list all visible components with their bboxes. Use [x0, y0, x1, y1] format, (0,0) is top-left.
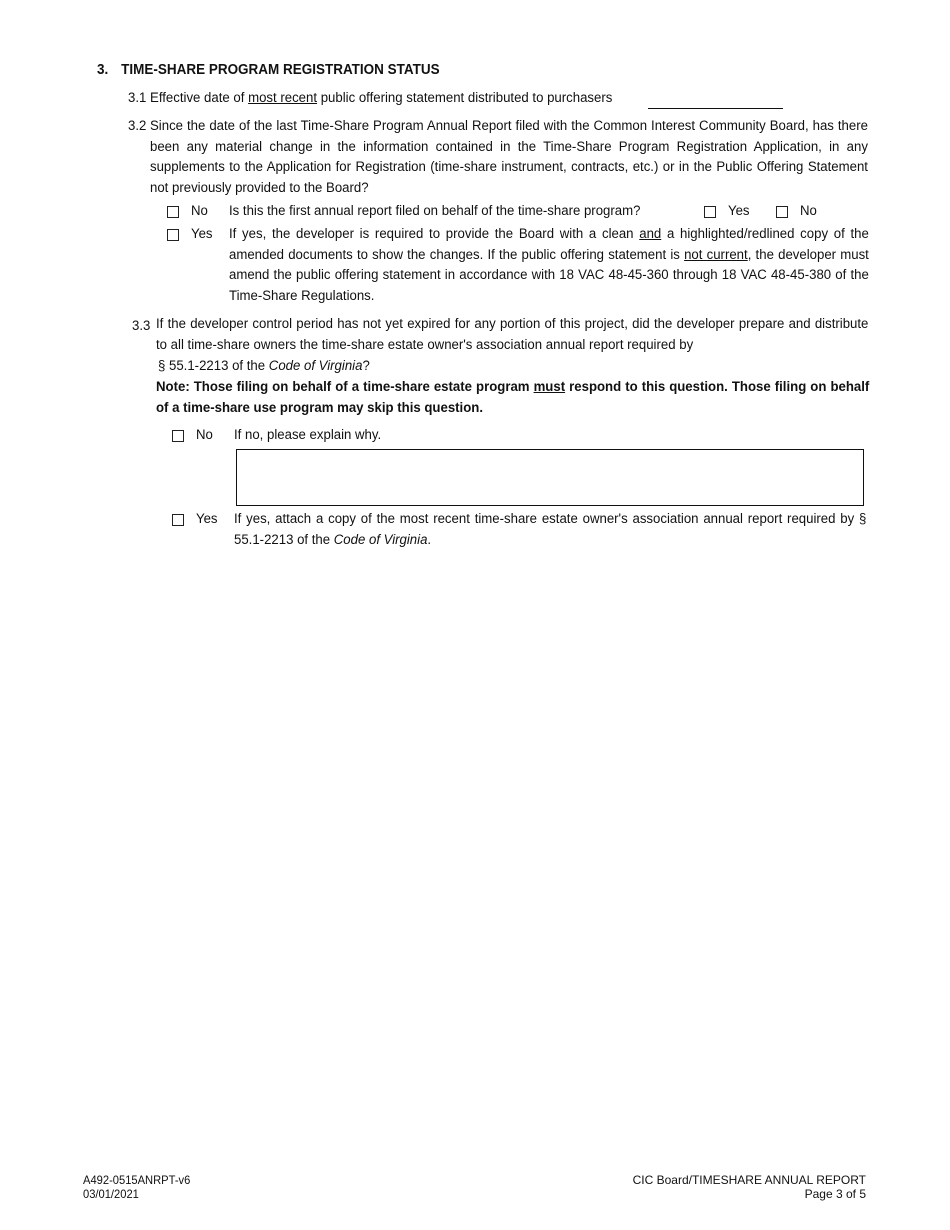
question-3-3-number: 3.3: [132, 318, 151, 334]
question-3-3-text: If the developer control period has not yet expired for any portion of this project, did the developer prepare and distribute to all time-share owners the time-share estate owner's association annual report required by: [156, 316, 869, 353]
q32-yes-label: Yes: [191, 226, 213, 242]
page-number: Page 3 of 5: [804, 1187, 866, 1201]
footer-left: [83, 1173, 190, 1201]
report-title: CIC Board/TIMESHARE ANNUAL REPORT: [632, 1173, 866, 1187]
first-report-yes-checkbox[interactable]: [704, 206, 716, 218]
form-date: 03/01/2021: [83, 1187, 139, 1201]
first-report-yes-label: Yes: [728, 203, 750, 219]
q33-no-label: No: [196, 427, 213, 443]
question-3-3-note: Note: Those filing on behalf of a time-share estate program must respond to this question. Those filing on behalf of a time-share use program may skip this question.: [156, 379, 870, 416]
explanation-textbox[interactable]: [236, 449, 864, 506]
question-3-1: [128, 88, 612, 109]
question-3-2-text: Since the date of the last Time-Share Program Annual Report filed with the Common Interest Community Board, has there been any material change in the information contained in the Time-Share Program Registration Application, in any supplements to the Application for Registration (time-share instrument, contracts, etc.) or in the Public Offering Statement not previously provided to the Board?: [150, 118, 868, 196]
question-3-1-text: Effective date of most recent public offering statement distributed to purchasers: [150, 90, 613, 106]
q32-no-checkbox[interactable]: [167, 206, 179, 218]
footer-right: [633, 1173, 866, 1201]
question-3-1-number: 3.1: [128, 90, 147, 106]
form-id: A492-0515ANRPT-v6: [83, 1173, 191, 1187]
q33-yes-label: Yes: [196, 511, 218, 527]
first-report-no-checkbox[interactable]: [776, 206, 788, 218]
q32-yes-checkbox[interactable]: [167, 229, 179, 241]
effective-date-field[interactable]: [648, 108, 783, 109]
section-number: 3.: [97, 62, 109, 78]
q32-no-label: No: [191, 203, 208, 219]
q33-yes-checkbox[interactable]: [172, 514, 184, 526]
q32-yes-instructions: If yes, the developer is required to provide the Board with a clean and a highlighted/redlined copy of the amended documents to show the changes. If the public offering statement is not current, the developer must amend the public offering statement in accordance with 18 VAC 48-45-360 through 18 VAC 48-45-380 of the Time-Share Regulations.: [229, 226, 869, 304]
first-report-no-label: No: [800, 203, 817, 219]
q33-yes-instructions: If yes, attach a copy of the most recent time-share estate owner's association annual report required by § 55.1-2213 of the Code of Virginia.: [234, 511, 867, 548]
q32-first-report-question: Is this the first annual report filed on behalf of the time-share program?: [229, 203, 641, 219]
section-heading: [97, 60, 440, 81]
section-title: TIME-SHARE PROGRAM REGISTRATION STATUS: [121, 62, 440, 78]
q33-no-prompt: If no, please explain why.: [234, 427, 382, 443]
q33-no-checkbox[interactable]: [172, 430, 184, 442]
question-3-3-citation: § 55.1-2213 of the Code of Virginia?: [158, 358, 370, 374]
question-3-2-number: 3.2: [128, 118, 147, 134]
